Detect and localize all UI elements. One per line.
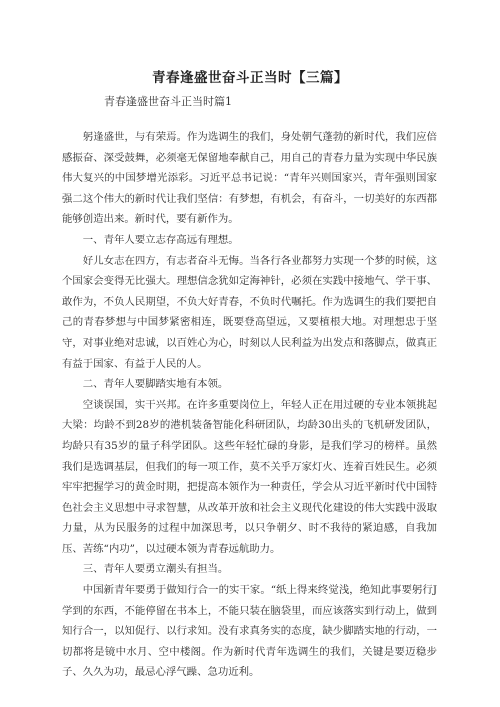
section-heading-2: 二、青年人要脚踏实地有本领。 — [82, 378, 229, 391]
paragraph-3: 中国新青年要勇于做知行合一的实干家。“纸上得来终觉浅，绝知此事要躬行J学到的东西，不能停留在书本上，不能只装在脑袋里，而应该落实到行动上，做到知行合一，以知促行、以行求知。没有求真务实的态度，缺少脚踏实地的行动，一切都将是镜中水月、空中楼阁。作为新时代青年选调生的我们，关键是要迈稳步子、久久为功，最忌心浮气躁、急功近利。 — [62, 584, 437, 679]
document-title: 青春逢盛世奋斗正当时【三篇】 — [152, 70, 348, 86]
section-heading-1: 一、青年人要立志存高远有理想。 — [82, 233, 239, 246]
paragraph-1: 好儿女志在四方，有志者奋斗无悔。当各行各业都努力实现一个梦的时候，这个国家会变得无比强大。理想信念犹如定海神针，必须在实践中接地气、学干事、敢作为，不负人民期望，不负大好青春，不负时代嘱托。作为选调生的我们要把自己的青春梦想与中国梦紧密相连，既要登高望远，又要植根大地。对理想忠于坚守，对事业绝对忠诚，以百姓心为心，时刻以人民利益为出发点和落脚点，做真正有益于国家、有益于人民的人。 — [62, 254, 437, 370]
paragraph-intro: 躬逢盛世，与有荣焉。作为选调生的我们，身处朝气蓬勃的新时代，我们应倍感振奋、深受鼓舞，必须毫无保留地奉献自己，用自己的青春力量为实现中华民族伟大复兴的中国梦增光添彩。习近平总书记说：“青年兴则国家兴，青年强则国家强二这个伟大的新时代让我们坚信：有梦想，有机会，有奋斗，一切美好的东西都能够创造出来。新时代，要有新作为。 — [62, 131, 437, 226]
document-body — [62, 127, 437, 683]
paragraph-2: 空谈误国，实干兴邦。在许多重要岗位上，年轻人正在用过硬的专业本领挑起大梁：均龄不到28岁的港机装备智能化科研团队，均龄30出头的飞机研发团队，均龄只有35岁的量子科学团队。这些年轻忙碌的身影，是我们学习的榜样。虽然我们是选调基层，但我们的每一项工作，莫不关乎万家灯火、连着百姓民生。必须牢牢把握学习的黄金时期，把提高本领作为一种责任，学会从习近平新时代中国特色社会主义思想中寻求智慧，从改革开放和社会主义现代化建设的伟大实践中汲取力量，从为民服务的过程中加深思考，以只争朝夕、时不我待的紧迫感，自我加压、苦练“内功”，以过硬本领为青春远航助力。 — [62, 398, 437, 555]
section-subtitle: 青春逢盛世奋斗正当时篇1 — [104, 95, 232, 108]
section-heading-3: 三、青年人要勇立潮头有担当。 — [82, 563, 229, 576]
